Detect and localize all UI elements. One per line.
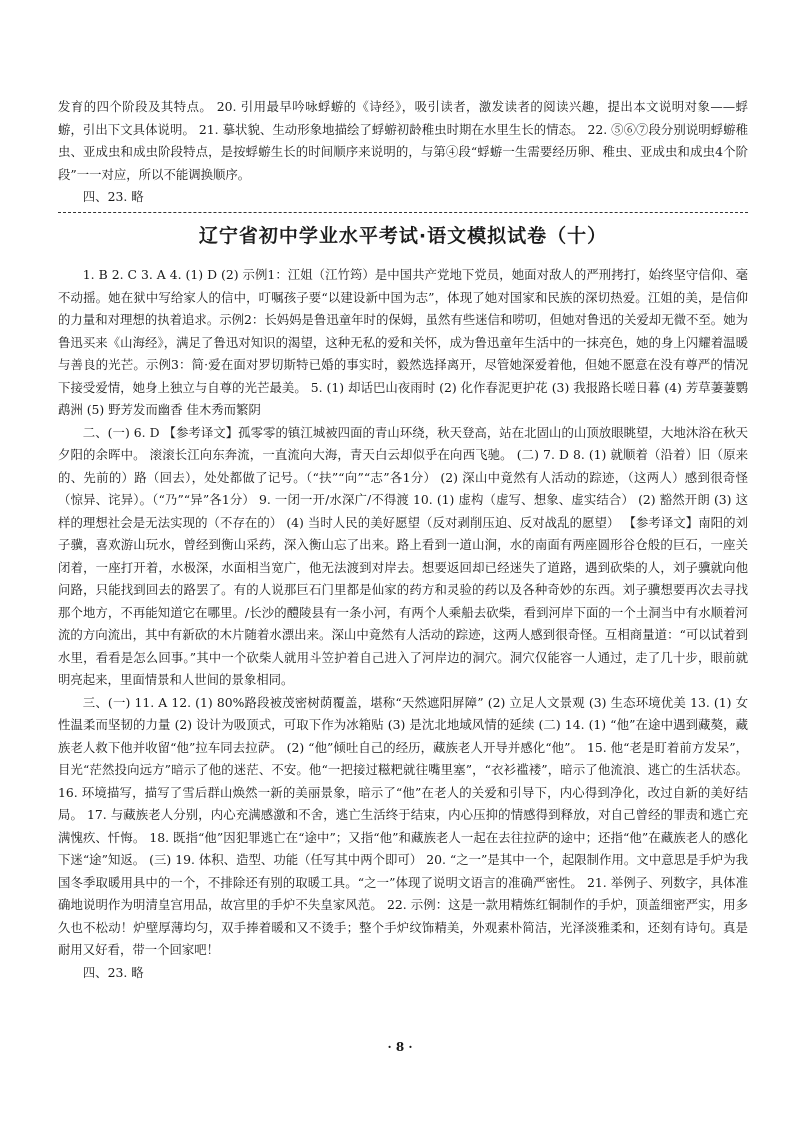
dashed-divider bbox=[58, 212, 748, 213]
answer-section-4: 四、23. 略 bbox=[82, 964, 144, 980]
page-number: · 8 · bbox=[387, 1040, 413, 1054]
exam-answers-block bbox=[58, 264, 748, 984]
exam-title: 辽宁省初中学业水平考试·语文模拟试卷（十） bbox=[198, 225, 608, 247]
answer-section-2: 二、(一) 6. D 【参考译文】孤零零的镇江城被四面的青山环绕，秋天登高，站在北固山的山顶放眼眺望，大地沐浴在秋天夕阳的余晖中。 滚滚长江向东奔流，一直流向大海，青天白云却似乎在向西飞驰。 (二) 7. D 8. (1) 就顺着（沿着）旧（原来的、先前的）路（回去），处处都做了记号。（“扶”“向”“志”各1分） (2) 深山中竟然有人活动的踪迹，（这两人）感到很奇怪（惊异、诧异）。（“乃”“异”各1分） 9. 一闭一开/水深广/不得渡 10. (1) 虚构（虚写、想象、虚实结合） (2) 豁然开朗 (3) 这样的理想社会是无法实现的（不存在的） (4) 当时人民的美好愿望（反对剥削压迫、反对战乱的愿望） 【参考译文】南阳的刘子骥，喜欢游山玩水，曾经到衡山采药，深入衡山忘了出来。路上看到一道山涧，水的南面有两座圆形谷仓般的巨石，一座关闭着，一座打开着，水极深，水面相当宽广，他无法渡到对岸去。想要返回却已经迷失了道路，遇到砍柴的人，刘子骥就向他问路，只能找到回去的路罢了。有的人说那巨石门里都是仙家的药方和灵验的药以及各种奇妙的东西。刘子骥想要再次去寻找那个地方，不再能知道它在哪里。/长沙的醴陵县有一条小河，有两个人乘船去砍柴，看到河岸下面的一个土洞当中有水顺着河流的方向流出，其中有新砍的木片随着水漂出来。深山中竟然有人活动的踪迹，这两人感到很奇怪。互相商量道：“可以试着到水里，看看是怎么回事。”其中一个砍柴人就用斗笠护着自己进入了河岸边的洞穴。洞穴仅能容一人通过，走了几十步，眼前就明亮起来，里面情景和人世间的景象相同。 bbox=[58, 424, 748, 687]
answer-section-3: 三、(一) 11. A 12. (1) 80%路段被茂密树荫覆盖，堪称“天然遮阳屏障” (2) 立足人文景观 (3) 生态环境优美 13. (1) 女性温柔而坚韧的力量 (2) 设计为吸顶式，可取下作为冰箱贴 (3) 是沈北地域风情的延续 (二) 14. (1) “他”在途中遇到藏獒，藏族老人救下他并收留“他”拉车同去拉萨。 (2) “他”倾吐自己的经历，藏族老人开导并感化“他”。 15. 他“老是盯着前方发呆”，目光“茫然投向远方”暗示了他的迷茫、不安。他“一把接过糍粑就往嘴里塞”，“衣衫褴褛”，暗示了他流浪、逃亡的生活状态。 16. 环境描写，描写了雪后群山焕然一新的美丽景象，暗示了“他”在老人的关爱和引导下，内心得到净化，改过自新的美好结局。 17. 与藏族老人分别，内心充满感激和不舍，逃亡生活终于结束，内心压抑的情感得到释放，对自己曾经的罪责和逃亡充满愧疚、忏悔。 18. 既指“他”因犯罪逃亡在“途中”；又指“他”和藏族老人一起在去往拉萨的途中；还指“他”在藏族老人的感化下迷“途”知返。 (三) 19. 体积、造型、功能（任写其中两个即可） 20. “之一”是其中一个，起限制作用。文中意思是手炉为我国冬季取暖用具中的一个，不排除还有别的取暖工具。“之一”体现了说明文语言的准确严密性。 21. 举例子、列数字，具体准确地说明作为明清皇宫用品，故宫里的手炉不失皇家风范。 22. 示例：这是一款用精炼红铜制作的手炉，顶盖细密严实，用多久也不松动！炉壁厚薄均匀，双手捧着暖和又不烫手；整个手炉纹饰精美，外观素朴简洁，光泽淡雅柔和，还刻有诗句。真是耐用又好看，带一个回家吧！ bbox=[58, 694, 748, 957]
answer-section-1: 1. B 2. C 3. A 4. (1) D (2) 示例1：江姐（江竹筠）是中国共产党地下党员，她面对敌人的严刑拷打，始终坚守信仰、毫不动摇。她在狱中写给家人的信中，叮嘱孩子要“以建设新中国为志”，体现了她对国家和民族的深切热爱。江姐的美，是信仰的力量和对理想的执着追求。示例2：长妈妈是鲁迅童年时的保姆，虽然有些迷信和唠叨，但她对鲁迅的关爱却无微不至。她为鲁迅买来《山海经》，满足了鲁迅对知识的渴望，这种无私的爱和关怀，成为鲁迅童年生活中的一抹亮色，她的身上闪耀着温暖与善良的光芒。示例3：简·爱在面对罗切斯特已婚的事实时，毅然选择离开，尽管她深爱着他，但她不愿意在没有尊严的情况下接受爱情，她身上独立与自尊的光芒最美。 5. (1) 却话巴山夜雨时 (2) 化作春泥更护花 (3) 我报路长嗟日暮 (4) 芳草萋萋鹦鹉洲 (5) 野芳发而幽香 佳木秀而繁阴 bbox=[58, 267, 748, 417]
answer-item-23: 四、23. 略 bbox=[82, 189, 144, 204]
answer-paragraph-19-22: 发育的四个阶段及其特点。 20. 引用最早吟咏蜉蝣的《诗经》，吸引读者，激发读者的阅读兴趣，提出本文说明对象——蜉蝣，引出下文具体说明。 21. 摹状貌、生动形象地描绘了蜉蝣初龄稚虫时期在水里生长的情态。 22. ⑤⑥⑦段分别说明蜉蝣稚虫、亚成虫和成虫阶段特点，是按蜉蝣生长的时间顺序来说明的，与第④段“蜉蝣一生需要经历卵、稚虫、亚成虫和成虫4个阶段”一一对应，所以不能调换顺序。 bbox=[58, 99, 748, 182]
previous-answers-block bbox=[58, 96, 748, 209]
